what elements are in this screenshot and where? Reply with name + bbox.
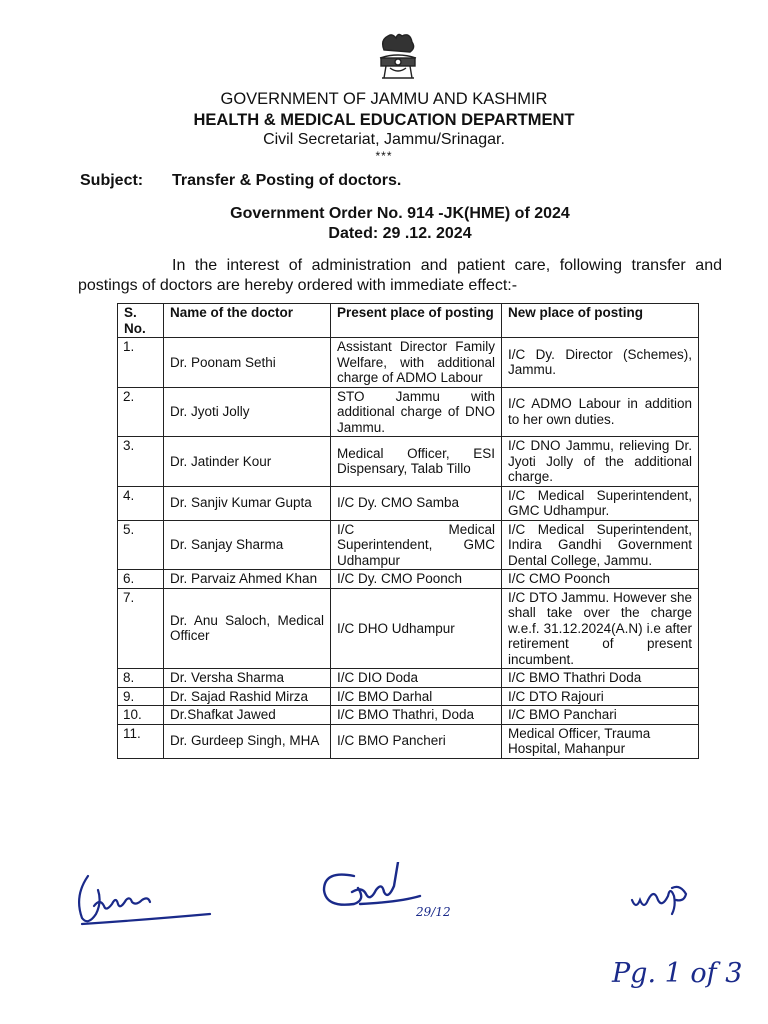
col-header-present: Present place of posting bbox=[331, 304, 502, 338]
cell-present: STO Jammu with additional charge of DNO Jammu. bbox=[331, 387, 502, 437]
cell-present: I/C BMO Darhal bbox=[331, 687, 502, 706]
cell-name: Dr. Sanjiv Kumar Gupta bbox=[164, 486, 331, 520]
table-row bbox=[118, 486, 699, 520]
cell-new: I/C DTO Jammu. However she shall take over the charge w.e.f. 31.12.2024(A.N) i.e after retirement of present incumbent. bbox=[502, 588, 699, 669]
cell-sno: 10. bbox=[118, 706, 164, 725]
intro-paragraph: In the interest of administration and patient care, following transfer and postings of doctors are hereby ordered with immediate effect:- bbox=[78, 257, 722, 294]
subject-label: Subject: bbox=[80, 172, 144, 189]
table-row bbox=[118, 706, 699, 725]
table-row bbox=[118, 387, 699, 437]
table-row bbox=[118, 724, 699, 758]
cell-new: I/C Medical Superintendent, Indira Gandhi Government Dental College, Jammu. bbox=[502, 520, 699, 570]
transfer-table bbox=[117, 303, 699, 759]
cell-present: Medical Officer, ESI Dispensary, Talab Tillo bbox=[331, 437, 502, 487]
department-title: HEALTH & MEDICAL EDUCATION DEPARTMENT bbox=[193, 111, 575, 129]
cell-present: I/C BMO Pancheri bbox=[331, 724, 502, 758]
table-row bbox=[118, 570, 699, 589]
signature-center bbox=[312, 862, 472, 937]
cell-sno: 5. bbox=[118, 520, 164, 570]
state-emblem-icon bbox=[368, 28, 428, 84]
table-row bbox=[118, 588, 699, 669]
cell-present: I/C Dy. CMO Samba bbox=[331, 486, 502, 520]
cell-present: Assistant Director Family Welfare, with additional charge of ADMO Labour bbox=[331, 338, 502, 388]
signature-left bbox=[68, 868, 218, 938]
cell-name: Dr.Shafkat Jawed bbox=[164, 706, 331, 725]
cell-new: I/C CMO Poonch bbox=[502, 570, 699, 589]
table-row bbox=[118, 437, 699, 487]
separator-stars: *** bbox=[375, 149, 393, 163]
signature-right bbox=[628, 880, 698, 925]
signature-date: 29/12 bbox=[416, 905, 451, 919]
cell-present: I/C DHO Udhampur bbox=[331, 588, 502, 669]
cell-sno: 11. bbox=[118, 724, 164, 758]
subject-text: Transfer & Posting of doctors. bbox=[172, 172, 402, 189]
table-row bbox=[118, 687, 699, 706]
cell-new: I/C DNO Jammu, relieving Dr. Jyoti Jolly of the additional charge. bbox=[502, 437, 699, 487]
cell-present: I/C Dy. CMO Poonch bbox=[331, 570, 502, 589]
col-header-new: New place of posting bbox=[502, 304, 699, 338]
govt-title: GOVERNMENT OF JAMMU AND KASHMIR bbox=[220, 90, 548, 108]
table-header-row bbox=[118, 304, 699, 338]
cell-new: I/C BMO Thathri Doda bbox=[502, 669, 699, 688]
cell-name: Dr. Poonam Sethi bbox=[164, 338, 331, 388]
cell-sno: 2. bbox=[118, 387, 164, 437]
table-row bbox=[118, 338, 699, 388]
table-row bbox=[118, 520, 699, 570]
cell-sno: 8. bbox=[118, 669, 164, 688]
cell-sno: 3. bbox=[118, 437, 164, 487]
col-header-name: Name of the doctor bbox=[164, 304, 331, 338]
cell-name: Dr. Versha Sharma bbox=[164, 669, 331, 688]
subject-line bbox=[80, 172, 401, 190]
cell-name: Dr. Sanjay Sharma bbox=[164, 520, 331, 570]
cell-sno: 6. bbox=[118, 570, 164, 589]
cell-sno: 1. bbox=[118, 338, 164, 388]
table-row bbox=[118, 669, 699, 688]
order-date: Dated: 29 .12. 2024 bbox=[328, 225, 472, 242]
cell-name: Dr. Parvaiz Ahmed Khan bbox=[164, 570, 331, 589]
cell-present: I/C DIO Doda bbox=[331, 669, 502, 688]
cell-sno: 4. bbox=[118, 486, 164, 520]
office-address: Civil Secretariat, Jammu/Srinagar. bbox=[263, 131, 505, 148]
cell-name: Dr. Anu Saloch, Medical Officer bbox=[164, 588, 331, 669]
cell-new: I/C Dy. Director (Schemes), Jammu. bbox=[502, 338, 699, 388]
cell-name: Dr. Jyoti Jolly bbox=[164, 387, 331, 437]
cell-name: Dr. Sajad Rashid Mirza bbox=[164, 687, 331, 706]
cell-sno: 7. bbox=[118, 588, 164, 669]
cell-present: I/C BMO Thathri, Doda bbox=[331, 706, 502, 725]
cell-new: Medical Officer, Trauma Hospital, Mahanpur bbox=[502, 724, 699, 758]
cell-name: Dr. Gurdeep Singh, MHA bbox=[164, 724, 331, 758]
page-number-note: Pg. 1 of 3 bbox=[612, 958, 743, 989]
cell-new: I/C ADMO Labour in addition to her own duties. bbox=[502, 387, 699, 437]
cell-new: I/C BMO Panchari bbox=[502, 706, 699, 725]
cell-new: I/C DTO Rajouri bbox=[502, 687, 699, 706]
cell-sno: 9. bbox=[118, 687, 164, 706]
cell-name: Dr. Jatinder Kour bbox=[164, 437, 331, 487]
cell-present: I/C Medical Superintendent, GMC Udhampur bbox=[331, 520, 502, 570]
col-header-sno: S. No. bbox=[118, 304, 164, 338]
order-number: Government Order No. 914 -JK(HME) of 2024 bbox=[230, 205, 570, 222]
cell-new: I/C Medical Superintendent, GMC Udhampur. bbox=[502, 486, 699, 520]
